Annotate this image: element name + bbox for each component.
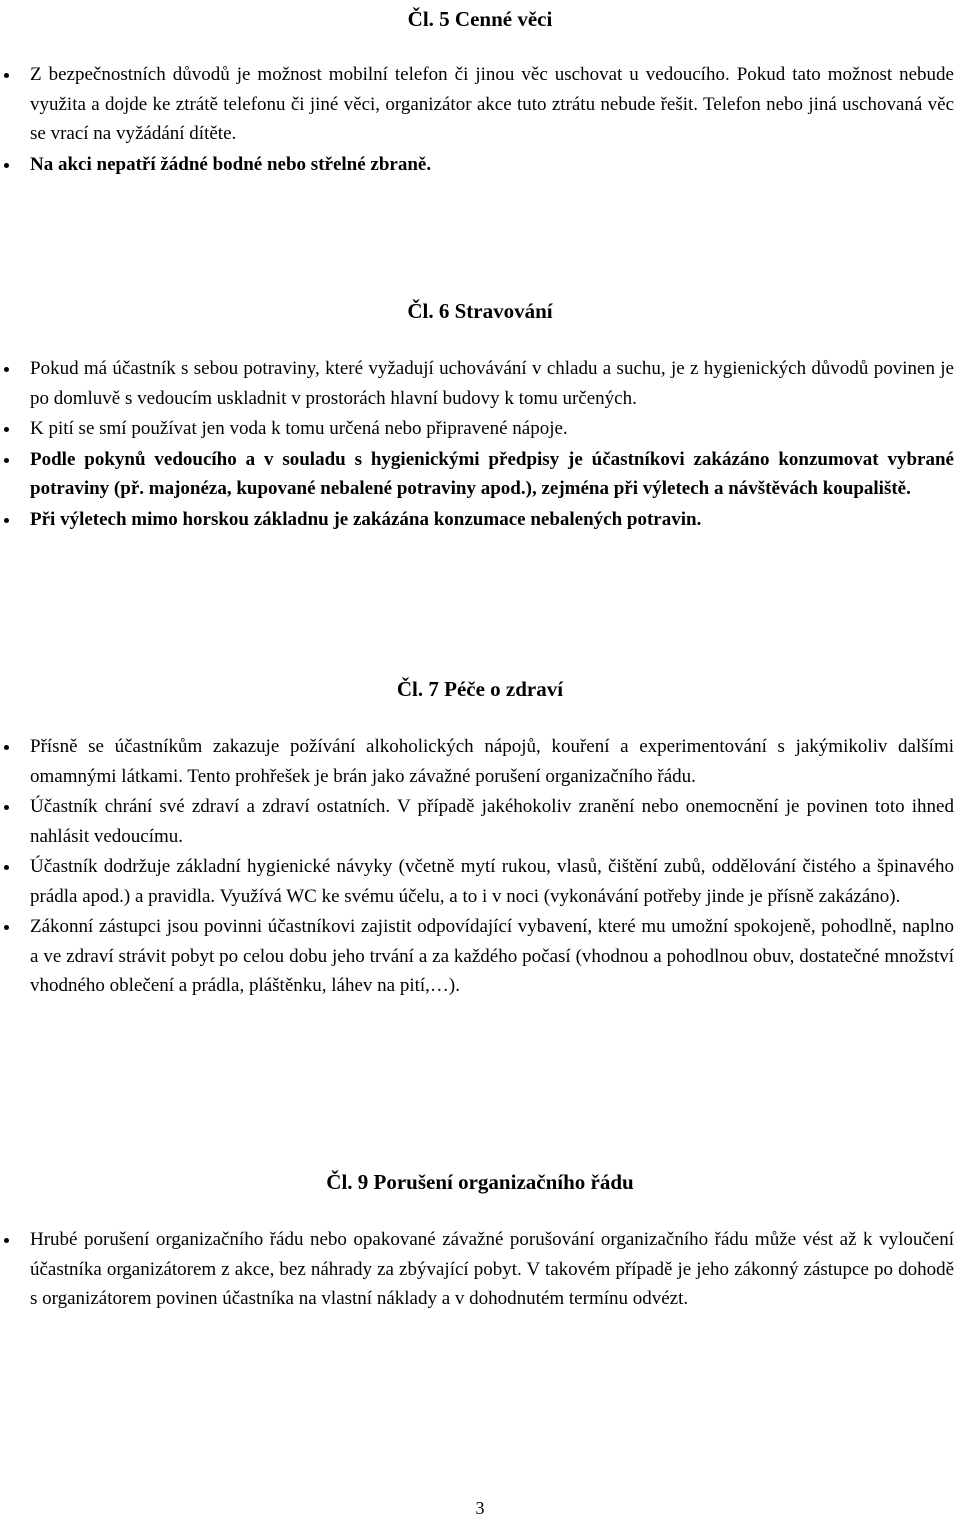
list-item-text: Hrubé porušení organizačního řádu nebo opakované závažné porušování organizačního řádu může vést až k vyloučení účastníka organizátorem z akce, bez náhrady za zbývající pobyt. V takovém případě je jeho zákonný zástupce po dohodě s organizátorem povinen účastníka na vlastní náklady a v dohodnutém termínu odvézt. [30,1229,954,1309]
bullet-icon [4,73,9,78]
list-item [0,60,960,149]
bullet-icon [4,163,9,168]
bullet-icon [4,458,9,463]
list-item-text: Účastník dodržuje základní hygienické návyky (včetně mytí rukou, vlasů, čištění zubů, oddělování čistého a špinavého prádla apod.) a pravidla. Využívá WC ke svému účelu, a to i v noci (vykonávání potřeby jinde je přísně zakázáno). [30,856,954,907]
list-item [0,912,960,1001]
bullet-icon [4,427,9,432]
bullet-icon [4,865,9,870]
bullet-icon [4,367,9,372]
section-heading-cl7: Čl. 7 Péče o zdraví [396,677,564,701]
list-item [0,732,960,791]
list-item-text: Na akci nepatří žádné bodné nebo střelné zbraně. [30,153,432,175]
section-list-cl6 [0,354,960,535]
list-item [0,792,960,851]
list-item-text: K pití se smí používat jen voda k tomu určená nebo připravené nápoje. [30,418,568,439]
list-item [0,445,960,504]
list-item-text: Přísně se účastníkům zakazuje požívání alkoholických nápojů, kouření a experimentování s jakýmikoliv dalšími omamnými látkami. Tento prohřešek je brán jako závažné porušení organizačního řádu. [30,736,954,787]
section-list-cl9 [0,1225,960,1315]
bullet-icon [4,745,9,750]
section-heading-cl6: Čl. 6 Stravování [407,299,553,323]
list-item [0,505,960,535]
bullet-icon [4,1238,9,1243]
section-list-cl5 [0,60,960,180]
bullet-icon [4,518,9,523]
section-list-cl7 [0,732,960,1002]
list-item-text: Podle pokynů vedoucího a v souladu s hygienickými předpisy je účastníkovi zakázáno konzumovat vybrané potraviny (př. majonéza, kupované nebalené potraviny apod.), zejména při výletech a návštěvách koupaliště. [30,448,954,499]
list-item [0,150,960,180]
list-item-text: Z bezpečnostních důvodů je možnost mobilní telefon či jinou věc uschovat u vedoucího. Pokud tato možnost nebude využita a dojde ke ztrátě telefonu či jiné věci, organizátor akce tuto ztrátu nebude řešit. Telefon nebo jiná uschovaná věc se vrací na vyžádání dítěte. [30,64,954,144]
list-item-text: Účastník chrání své zdraví a zdraví ostatních. V případě jakéhokoliv zranění nebo onemocnění je povinen toto ihned nahlásit vedoucímu. [30,796,954,847]
list-item [0,354,960,413]
section-heading-cl5: Čl. 5 Cenné věci [407,7,553,31]
page-number: 3 [475,1498,485,1518]
list-item-text: Při výletech mimo horskou základnu je zakázána konzumace nebalených potravin. [30,508,702,530]
list-item [0,852,960,911]
list-item [0,414,960,444]
bullet-icon [4,805,9,810]
section-heading-cl9: Čl. 9 Porušení organizačního řádu [326,1170,634,1194]
list-item-text: Zákonní zástupci jsou povinni účastníkovi zajistit odpovídající vybavení, které mu umožní spokojeně, pohodlně, naplno a ve zdraví strávit pobyt po celou dobu jeho trvání a za každého počasí (vhodnou a pohodlnou obuv, dostatečné množství vhodného oblečení a prádla, pláštěnku, láhev na pití,…). [30,916,954,996]
list-item [0,1225,960,1314]
bullet-icon [4,925,9,930]
list-item-text: Pokud má účastník s sebou potraviny, které vyžadují uchovávání v chladu a suchu, je z hygienických důvodů povinen je po domluvě s vedoucím uskladnit v prostorách hlavní budovy k tomu určených. [30,358,954,409]
